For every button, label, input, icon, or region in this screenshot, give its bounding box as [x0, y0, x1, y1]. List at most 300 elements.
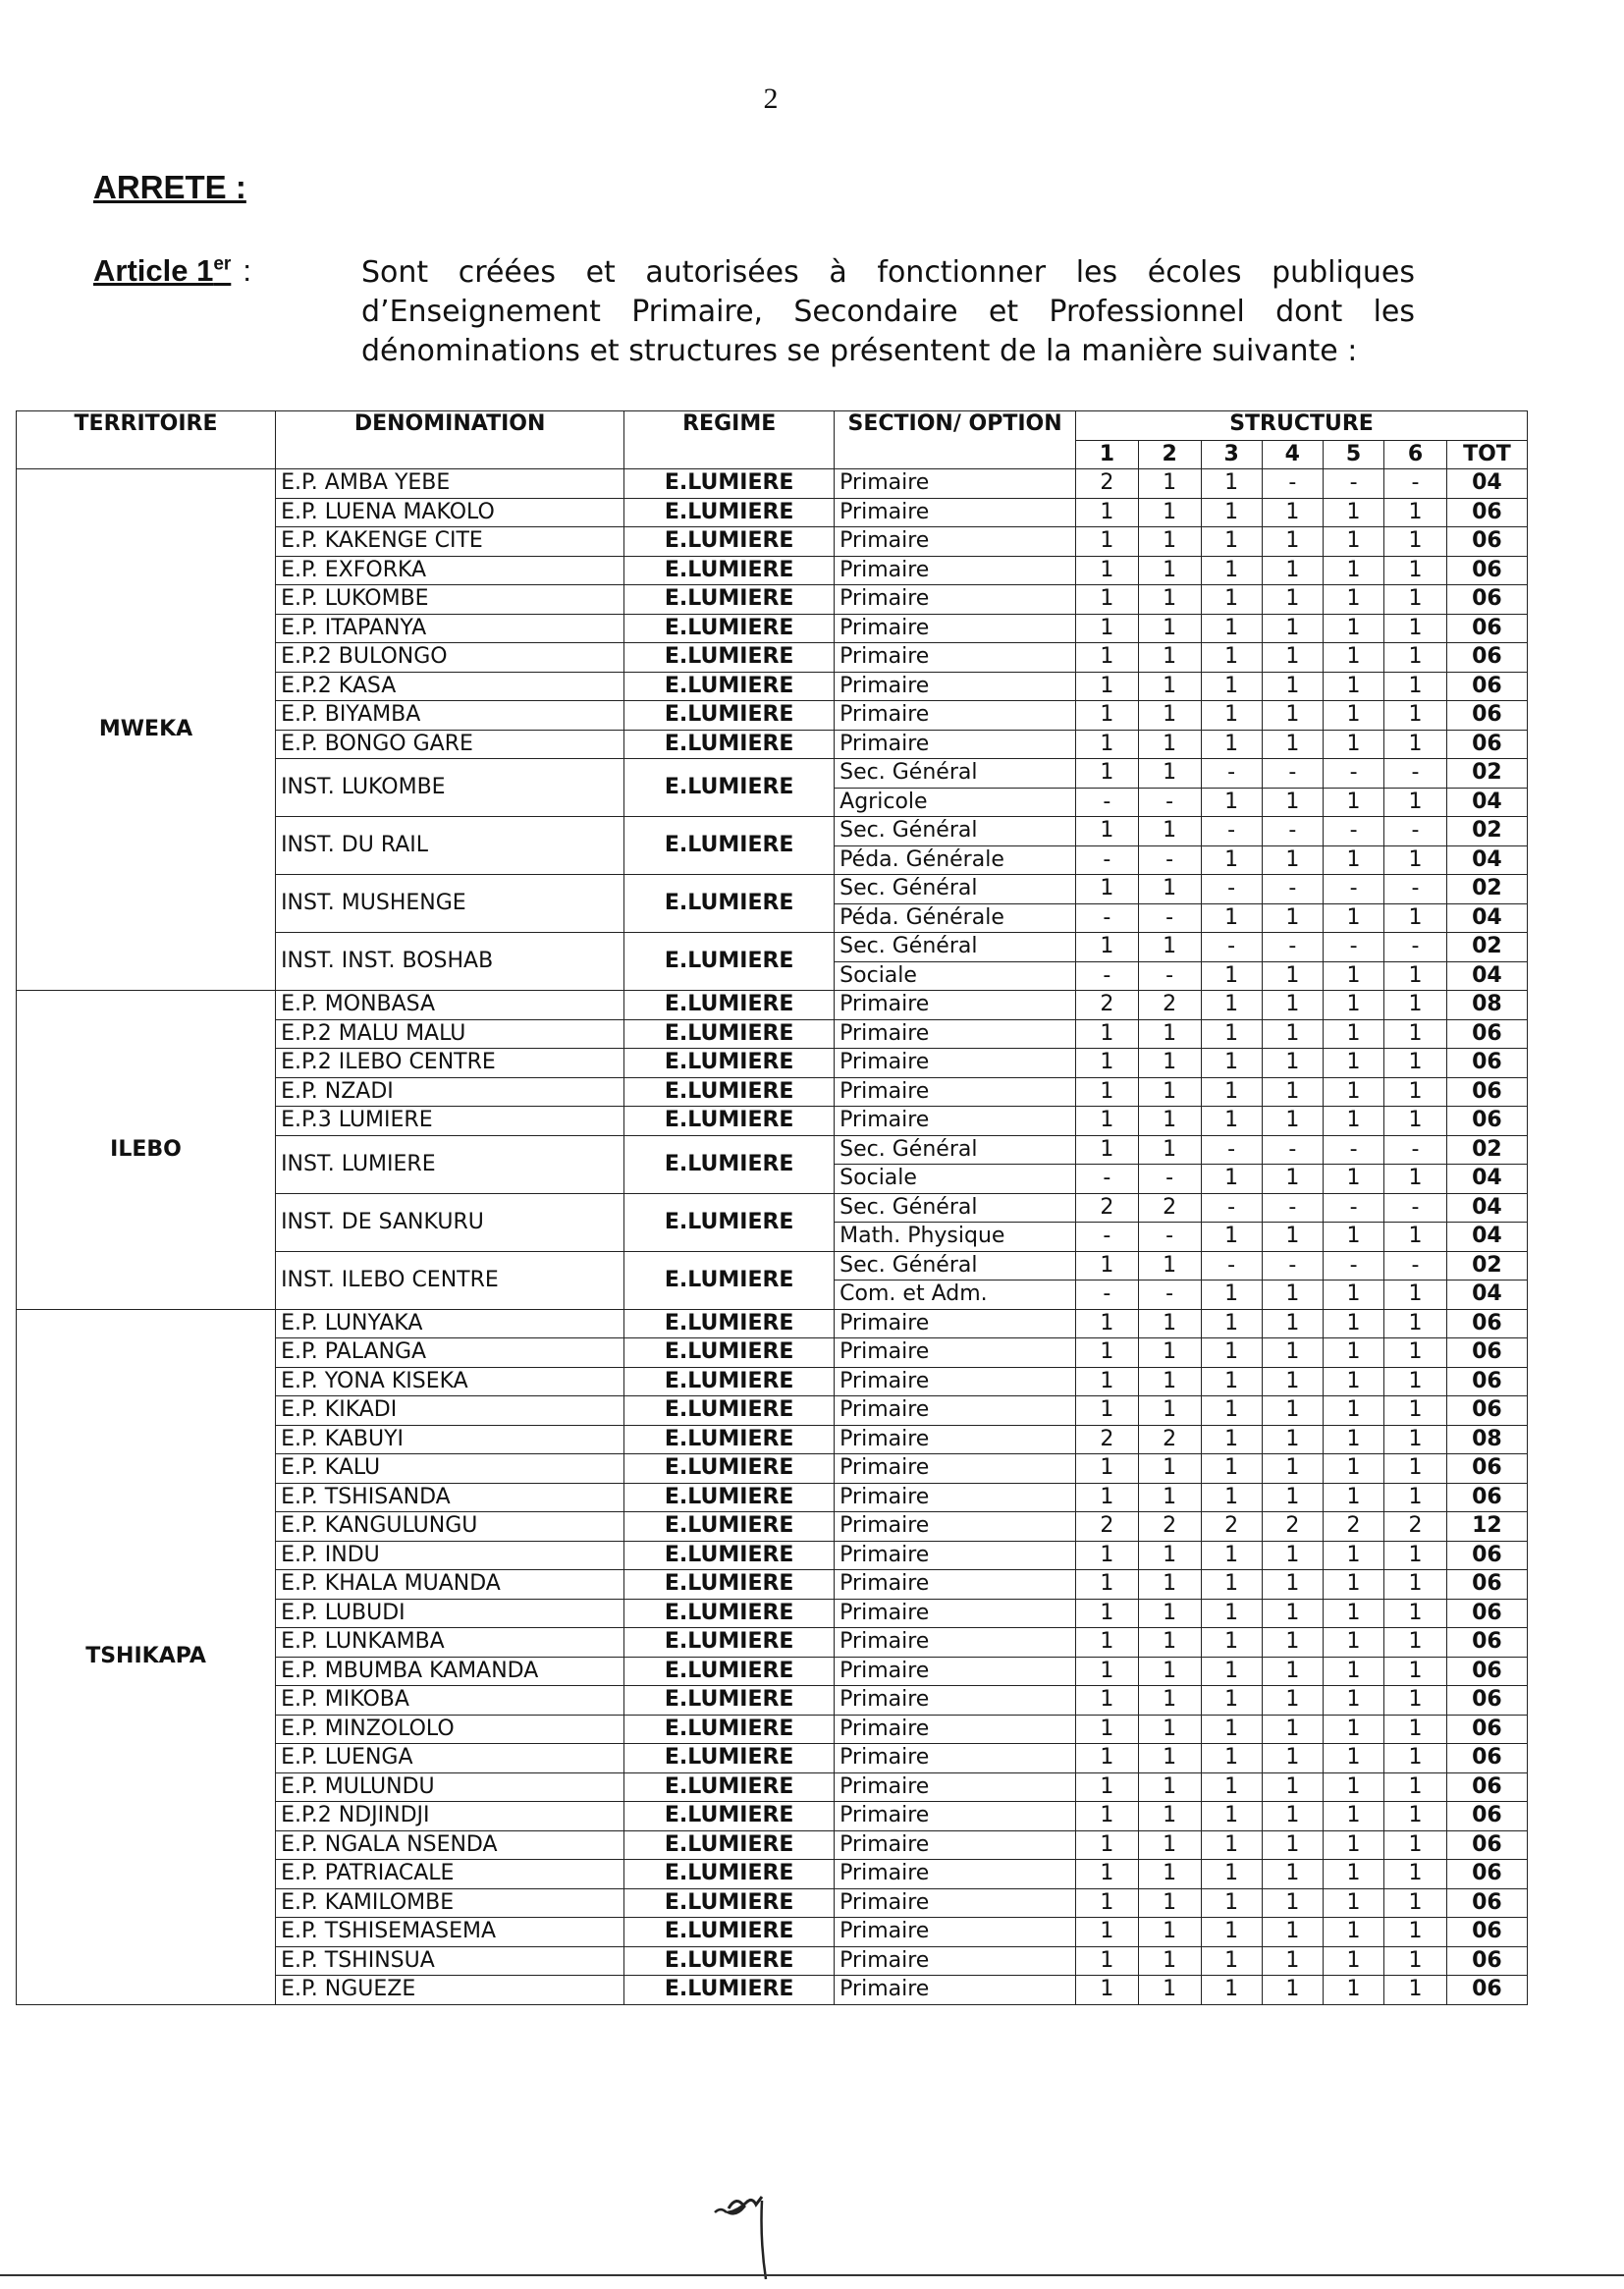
structure-cell-1: 1 [1076, 730, 1139, 759]
structure-cell-3: 1 [1201, 1107, 1262, 1136]
structure-cell-1: 1 [1076, 1599, 1139, 1628]
regime-cell: E.LUMIERE [624, 1918, 835, 1947]
denomination-cell: INST. DE SANKURU [276, 1193, 624, 1251]
total-cell: 06 [1446, 1976, 1527, 2005]
total-cell: 06 [1446, 585, 1527, 615]
structure-cell-6: 1 [1384, 1483, 1447, 1512]
structure-cell-2: 1 [1138, 1888, 1201, 1918]
structure-cell-1: 1 [1076, 585, 1139, 615]
header-col-tot: TOT [1446, 440, 1527, 469]
structure-cell-4: 1 [1262, 1657, 1323, 1686]
structure-cell-1: 1 [1076, 1888, 1139, 1918]
structure-cell-5: 1 [1323, 1686, 1383, 1716]
structure-cell-3: 1 [1201, 1860, 1262, 1889]
structure-cell-6: 2 [1384, 1512, 1447, 1542]
structure-cell-3: 1 [1201, 1802, 1262, 1831]
total-cell: 06 [1446, 527, 1527, 557]
structure-cell-2: 1 [1138, 1686, 1201, 1716]
section-cell: Primaire [835, 1599, 1076, 1628]
denomination-cell: INST. ILEBO CENTRE [276, 1251, 624, 1309]
denomination-cell: E.P. INDU [276, 1541, 624, 1570]
structure-cell-2: 1 [1138, 498, 1201, 527]
structure-cell-1: 1 [1076, 1077, 1139, 1107]
structure-cell-4: 1 [1262, 1830, 1323, 1860]
structure-cell-5: 1 [1323, 1223, 1383, 1252]
structure-cell-4: 1 [1262, 1454, 1323, 1484]
structure-cell-2: 1 [1138, 672, 1201, 701]
structure-cell-6: 1 [1384, 1918, 1447, 1947]
regime-cell: E.LUMIERE [624, 1628, 835, 1658]
structure-cell-2: 1 [1138, 1251, 1201, 1281]
regime-cell: E.LUMIERE [624, 1077, 835, 1107]
denomination-cell: E.P. MINZOLOLO [276, 1715, 624, 1744]
structure-cell-6: - [1384, 1251, 1447, 1281]
total-cell: 02 [1446, 759, 1527, 789]
structure-cell-2: 1 [1138, 643, 1201, 673]
total-cell: 06 [1446, 1367, 1527, 1396]
denomination-cell: E.P. LUBUDI [276, 1599, 624, 1628]
structure-cell-6: 1 [1384, 701, 1447, 731]
structure-cell-5: 1 [1323, 1888, 1383, 1918]
structure-cell-3: 1 [1201, 585, 1262, 615]
total-cell: 12 [1446, 1512, 1527, 1542]
regime-cell: E.LUMIERE [624, 1946, 835, 1976]
denomination-cell: E.P. TSHINSUA [276, 1946, 624, 1976]
structure-cell-1: 2 [1076, 991, 1139, 1020]
section-cell: Primaire [835, 1454, 1076, 1484]
section-cell: Sec. Général [835, 933, 1076, 962]
regime-cell: E.LUMIERE [624, 701, 835, 731]
regime-cell: E.LUMIERE [624, 1251, 835, 1309]
structure-cell-5: 1 [1323, 1483, 1383, 1512]
structure-cell-5: 1 [1323, 1802, 1383, 1831]
structure-cell-1: 1 [1076, 1367, 1139, 1396]
structure-cell-4: 1 [1262, 1772, 1323, 1802]
structure-cell-4: 1 [1262, 701, 1323, 731]
denomination-cell: INST. DU RAIL [276, 817, 624, 875]
structure-cell-5: 1 [1323, 1425, 1383, 1454]
header-col-4: 4 [1262, 440, 1323, 469]
structure-cell-3: 1 [1201, 1454, 1262, 1484]
total-cell: 04 [1446, 788, 1527, 817]
denomination-cell: E.P.2 NDJINDJI [276, 1802, 624, 1831]
structure-cell-3: - [1201, 817, 1262, 846]
structure-cell-3: 1 [1201, 1888, 1262, 1918]
section-cell: Primaire [835, 585, 1076, 615]
structure-cell-3: 1 [1201, 1918, 1262, 1947]
structure-cell-5: 1 [1323, 1049, 1383, 1078]
schools-table [16, 410, 1528, 2005]
structure-cell-4: 1 [1262, 1223, 1323, 1252]
total-cell: 06 [1446, 1019, 1527, 1049]
denomination-cell: E.P. KHALA MUANDA [276, 1570, 624, 1600]
structure-cell-3: 1 [1201, 730, 1262, 759]
structure-cell-2: 1 [1138, 1628, 1201, 1658]
structure-cell-4: 1 [1262, 845, 1323, 875]
regime-cell: E.LUMIERE [624, 1425, 835, 1454]
structure-cell-6: 1 [1384, 1888, 1447, 1918]
total-cell: 06 [1446, 1918, 1527, 1947]
total-cell: 06 [1446, 1888, 1527, 1918]
regime-cell: E.LUMIERE [624, 933, 835, 991]
structure-cell-4: 1 [1262, 1425, 1323, 1454]
article-label-main: Article 1 [93, 253, 214, 288]
total-cell: 06 [1446, 643, 1527, 673]
total-cell: 06 [1446, 1744, 1527, 1773]
structure-cell-5: 1 [1323, 1570, 1383, 1600]
structure-cell-4: - [1262, 875, 1323, 904]
total-cell: 04 [1446, 903, 1527, 933]
structure-cell-4: - [1262, 469, 1323, 499]
total-cell: 06 [1446, 1946, 1527, 1976]
section-cell: Primaire [835, 1049, 1076, 1078]
section-cell: Primaire [835, 1860, 1076, 1889]
structure-cell-1: 1 [1076, 1744, 1139, 1773]
structure-cell-6: 1 [1384, 845, 1447, 875]
total-cell: 06 [1446, 672, 1527, 701]
structure-cell-6: 1 [1384, 1019, 1447, 1049]
section-cell: Primaire [835, 1512, 1076, 1542]
structure-cell-5: 1 [1323, 1599, 1383, 1628]
regime-cell: E.LUMIERE [624, 1135, 835, 1193]
structure-cell-5: 1 [1323, 1077, 1383, 1107]
structure-cell-3: 1 [1201, 845, 1262, 875]
structure-cell-3: 1 [1201, 527, 1262, 557]
section-cell: Primaire [835, 701, 1076, 731]
structure-cell-5: 1 [1323, 1367, 1383, 1396]
structure-cell-6: 1 [1384, 1338, 1447, 1368]
section-cell: Primaire [835, 1628, 1076, 1658]
section-cell: Primaire [835, 498, 1076, 527]
header-denomination: DENOMINATION [276, 411, 624, 469]
structure-cell-3: - [1201, 933, 1262, 962]
structure-cell-5: 1 [1323, 498, 1383, 527]
denomination-cell: E.P. BIYAMBA [276, 701, 624, 731]
structure-cell-6: 1 [1384, 1860, 1447, 1889]
structure-cell-5: 1 [1323, 672, 1383, 701]
structure-cell-6: 1 [1384, 1425, 1447, 1454]
regime-cell: E.LUMIERE [624, 1860, 835, 1889]
denomination-cell: E.P. PALANGA [276, 1338, 624, 1368]
total-cell: 02 [1446, 875, 1527, 904]
regime-cell: E.LUMIERE [624, 991, 835, 1020]
structure-cell-3: 1 [1201, 1744, 1262, 1773]
structure-cell-3: 1 [1201, 1281, 1262, 1310]
denomination-cell: E.P. LUENA MAKOLO [276, 498, 624, 527]
regime-cell: E.LUMIERE [624, 498, 835, 527]
regime-cell: E.LUMIERE [624, 1454, 835, 1484]
regime-cell: E.LUMIERE [624, 1338, 835, 1368]
structure-cell-4: 1 [1262, 730, 1323, 759]
structure-cell-2: 1 [1138, 1396, 1201, 1426]
structure-cell-6: 1 [1384, 1541, 1447, 1570]
total-cell: 04 [1446, 1281, 1527, 1310]
structure-cell-6: - [1384, 469, 1447, 499]
structure-cell-4: 1 [1262, 1165, 1323, 1194]
structure-cell-2: - [1138, 1281, 1201, 1310]
structure-cell-2: 1 [1138, 556, 1201, 585]
structure-cell-6: 1 [1384, 672, 1447, 701]
regime-cell: E.LUMIERE [624, 1599, 835, 1628]
structure-cell-1: 1 [1076, 1338, 1139, 1368]
structure-cell-1: 1 [1076, 817, 1139, 846]
structure-cell-4: 1 [1262, 1570, 1323, 1600]
structure-cell-4: 1 [1262, 1686, 1323, 1716]
regime-cell: E.LUMIERE [624, 1976, 835, 2005]
regime-cell: E.LUMIERE [624, 1657, 835, 1686]
section-cell: Sec. Général [835, 1251, 1076, 1281]
article-body: Sont créées et autorisées à fonctionner les écoles publiques d’Enseignement Primaire, Secondaire et Professionnel dont les dénominations et structures se présentent de la manière suivante : [361, 255, 1415, 368]
structure-cell-6: 1 [1384, 1802, 1447, 1831]
structure-cell-4: 1 [1262, 643, 1323, 673]
structure-cell-2: - [1138, 845, 1201, 875]
total-cell: 06 [1446, 1483, 1527, 1512]
regime-cell: E.LUMIERE [624, 1541, 835, 1570]
structure-cell-3: 1 [1201, 1223, 1262, 1252]
total-cell: 06 [1446, 1802, 1527, 1831]
structure-cell-6: 1 [1384, 1772, 1447, 1802]
structure-cell-6: 1 [1384, 1715, 1447, 1744]
section-cell: Primaire [835, 1107, 1076, 1136]
structure-cell-4: 1 [1262, 1019, 1323, 1049]
structure-cell-6: 1 [1384, 1830, 1447, 1860]
denomination-cell: E.P.3 LUMIERE [276, 1107, 624, 1136]
structure-cell-4: 1 [1262, 672, 1323, 701]
total-cell: 06 [1446, 614, 1527, 643]
structure-cell-3: 1 [1201, 1686, 1262, 1716]
total-cell: 04 [1446, 961, 1527, 991]
section-cell: Primaire [835, 1077, 1076, 1107]
header-col-2: 2 [1138, 440, 1201, 469]
section-cell: Primaire [835, 469, 1076, 499]
denomination-cell: INST. LUMIERE [276, 1135, 624, 1193]
denomination-cell: E.P. NZADI [276, 1077, 624, 1107]
total-cell: 06 [1446, 1049, 1527, 1078]
total-cell: 06 [1446, 1396, 1527, 1426]
denomination-cell: E.P. MULUNDU [276, 1772, 624, 1802]
structure-cell-5: 1 [1323, 1628, 1383, 1658]
structure-cell-6: 1 [1384, 1976, 1447, 2005]
total-cell: 08 [1446, 1425, 1527, 1454]
structure-cell-2: 1 [1138, 1772, 1201, 1802]
total-cell: 02 [1446, 933, 1527, 962]
structure-cell-1: 1 [1076, 1628, 1139, 1658]
structure-cell-6: 1 [1384, 1628, 1447, 1658]
structure-cell-2: 1 [1138, 614, 1201, 643]
structure-cell-6: 1 [1384, 1281, 1447, 1310]
structure-cell-6: 1 [1384, 643, 1447, 673]
section-cell: Primaire [835, 730, 1076, 759]
structure-cell-1: 1 [1076, 1107, 1139, 1136]
structure-cell-3: 1 [1201, 1946, 1262, 1976]
structure-cell-6: 1 [1384, 1223, 1447, 1252]
structure-cell-5: 1 [1323, 1107, 1383, 1136]
structure-cell-2: 1 [1138, 1744, 1201, 1773]
structure-cell-3: 1 [1201, 1019, 1262, 1049]
territory-cell: TSHIKAPA [17, 1309, 276, 2004]
structure-cell-1: 1 [1076, 1802, 1139, 1831]
regime-cell: E.LUMIERE [624, 1888, 835, 1918]
structure-cell-4: - [1262, 1135, 1323, 1165]
structure-cell-5: 1 [1323, 1281, 1383, 1310]
section-cell: Primaire [835, 1396, 1076, 1426]
header-col-3: 3 [1201, 440, 1262, 469]
article-label [93, 253, 251, 289]
structure-cell-2: 1 [1138, 1454, 1201, 1484]
structure-cell-5: 1 [1323, 556, 1383, 585]
structure-cell-3: 1 [1201, 1483, 1262, 1512]
structure-cell-1: 1 [1076, 498, 1139, 527]
section-cell: Com. et Adm. [835, 1281, 1076, 1310]
structure-cell-2: 1 [1138, 1483, 1201, 1512]
structure-cell-2: 1 [1138, 1019, 1201, 1049]
section-cell: Sec. Général [835, 759, 1076, 789]
structure-cell-5: 1 [1323, 614, 1383, 643]
page-bottom-rule [0, 2274, 1624, 2276]
section-cell: Primaire [835, 1367, 1076, 1396]
denomination-cell: E.P. KALU [276, 1454, 624, 1484]
denomination-cell: E.P. BONGO GARE [276, 730, 624, 759]
structure-cell-4: 1 [1262, 991, 1323, 1020]
structure-cell-3: - [1201, 875, 1262, 904]
structure-cell-5: - [1323, 469, 1383, 499]
structure-cell-1: - [1076, 1281, 1139, 1310]
total-cell: 02 [1446, 1135, 1527, 1165]
structure-cell-2: 1 [1138, 469, 1201, 499]
total-cell: 06 [1446, 1541, 1527, 1570]
structure-cell-2: - [1138, 961, 1201, 991]
denomination-cell: E.P. YONA KISEKA [276, 1367, 624, 1396]
structure-cell-6: 1 [1384, 961, 1447, 991]
structure-cell-5: - [1323, 1193, 1383, 1223]
structure-cell-2: 2 [1138, 991, 1201, 1020]
section-cell: Primaire [835, 1570, 1076, 1600]
denomination-cell: E.P. KABUYI [276, 1425, 624, 1454]
structure-cell-4: 1 [1262, 1744, 1323, 1773]
structure-cell-4: 1 [1262, 1309, 1323, 1338]
structure-cell-5: 1 [1323, 961, 1383, 991]
structure-cell-2: 1 [1138, 585, 1201, 615]
structure-cell-6: 1 [1384, 1049, 1447, 1078]
structure-cell-3: 1 [1201, 1165, 1262, 1194]
structure-cell-2: 1 [1138, 1802, 1201, 1831]
structure-cell-4: 1 [1262, 1976, 1323, 2005]
regime-cell: E.LUMIERE [624, 556, 835, 585]
structure-cell-2: 1 [1138, 817, 1201, 846]
denomination-cell: E.P. LUENGA [276, 1744, 624, 1773]
structure-cell-4: 1 [1262, 1918, 1323, 1947]
section-cell: Primaire [835, 1309, 1076, 1338]
structure-cell-1: 1 [1076, 1251, 1139, 1281]
structure-cell-5: 2 [1323, 1512, 1383, 1542]
total-cell: 04 [1446, 1223, 1527, 1252]
structure-cell-1: 1 [1076, 1830, 1139, 1860]
structure-cell-4: 1 [1262, 1599, 1323, 1628]
total-cell: 06 [1446, 1309, 1527, 1338]
header-territoire: TERRITOIRE [17, 411, 276, 469]
structure-cell-2: 1 [1138, 730, 1201, 759]
structure-cell-5: 1 [1323, 1338, 1383, 1368]
header-section-option: SECTION/ OPTION [835, 411, 1076, 469]
section-cell: Sec. Général [835, 875, 1076, 904]
structure-cell-2: 1 [1138, 1570, 1201, 1600]
structure-cell-5: - [1323, 759, 1383, 789]
structure-cell-4: - [1262, 817, 1323, 846]
regime-cell: E.LUMIERE [624, 875, 835, 933]
structure-cell-4: 1 [1262, 1715, 1323, 1744]
total-cell: 04 [1446, 1193, 1527, 1223]
structure-cell-2: 1 [1138, 527, 1201, 557]
section-cell: Sec. Général [835, 1193, 1076, 1223]
total-cell: 06 [1446, 701, 1527, 731]
structure-cell-5: - [1323, 875, 1383, 904]
structure-cell-3: 1 [1201, 1772, 1262, 1802]
denomination-cell: E.P. MONBASA [276, 991, 624, 1020]
structure-cell-3: 1 [1201, 1077, 1262, 1107]
structure-cell-6: 1 [1384, 903, 1447, 933]
table-row [17, 469, 1528, 499]
total-cell: 06 [1446, 1599, 1527, 1628]
structure-cell-2: 1 [1138, 1135, 1201, 1165]
regime-cell: E.LUMIERE [624, 817, 835, 875]
structure-cell-4: 1 [1262, 1860, 1323, 1889]
structure-cell-2: 1 [1138, 1338, 1201, 1368]
structure-cell-6: 1 [1384, 1686, 1447, 1716]
section-cell: Primaire [835, 1918, 1076, 1947]
structure-cell-2: 1 [1138, 1918, 1201, 1947]
territory-cell: ILEBO [17, 991, 276, 1310]
structure-cell-6: 1 [1384, 585, 1447, 615]
structure-cell-3: 1 [1201, 1425, 1262, 1454]
structure-cell-2: 1 [1138, 1946, 1201, 1976]
structure-cell-1: - [1076, 788, 1139, 817]
regime-cell: E.LUMIERE [624, 1830, 835, 1860]
denomination-cell: E.P. ITAPANYA [276, 614, 624, 643]
header-structure: STRUCTURE [1076, 411, 1528, 441]
structure-cell-2: 1 [1138, 1049, 1201, 1078]
section-cell: Sec. Général [835, 1135, 1076, 1165]
structure-cell-6: 1 [1384, 1946, 1447, 1976]
structure-cell-2: 1 [1138, 1367, 1201, 1396]
structure-cell-3: 1 [1201, 1367, 1262, 1396]
structure-cell-5: 1 [1323, 903, 1383, 933]
header-col-5: 5 [1323, 440, 1383, 469]
structure-cell-6: - [1384, 875, 1447, 904]
structure-cell-5: 1 [1323, 1772, 1383, 1802]
structure-cell-5: 1 [1323, 585, 1383, 615]
structure-cell-1: 1 [1076, 672, 1139, 701]
structure-cell-1: 1 [1076, 1135, 1139, 1165]
structure-cell-3: 1 [1201, 1309, 1262, 1338]
section-cell: Primaire [835, 1483, 1076, 1512]
regime-cell: E.LUMIERE [624, 672, 835, 701]
structure-cell-4: 1 [1262, 1802, 1323, 1831]
structure-cell-5: 1 [1323, 1744, 1383, 1773]
structure-cell-6: - [1384, 1193, 1447, 1223]
structure-cell-2: 1 [1138, 759, 1201, 789]
regime-cell: E.LUMIERE [624, 1715, 835, 1744]
structure-cell-1: 1 [1076, 1019, 1139, 1049]
structure-cell-5: 1 [1323, 1946, 1383, 1976]
structure-cell-2: 2 [1138, 1425, 1201, 1454]
denomination-cell: E.P. MIKOBA [276, 1686, 624, 1716]
page-number: 2 [763, 82, 779, 115]
structure-cell-4: 1 [1262, 1628, 1323, 1658]
regime-cell: E.LUMIERE [624, 1049, 835, 1078]
section-cell: Primaire [835, 1830, 1076, 1860]
structure-cell-5: 1 [1323, 1309, 1383, 1338]
structure-cell-5: 1 [1323, 1019, 1383, 1049]
